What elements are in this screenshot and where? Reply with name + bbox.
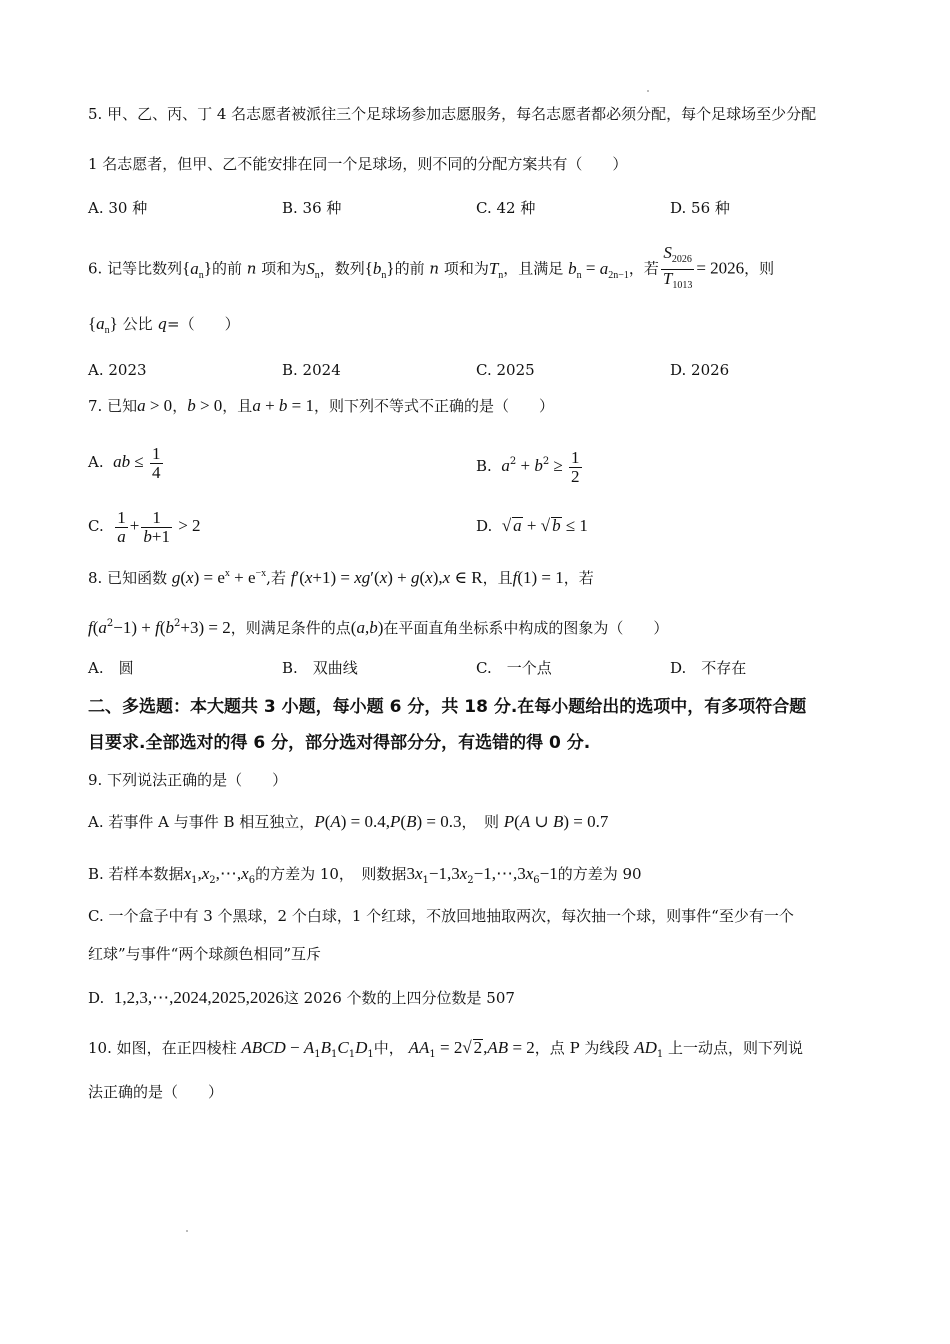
q9-option-c-line2: 红球”与事件“两个球颜色相同”互斥	[88, 945, 322, 963]
q6-option-b[interactable]: B. 2024	[282, 361, 341, 379]
q8-stem-line2: $f(a^2-1) + f(b^2+3) = 2$，则满足条件的点(a,b)在平面直角坐标系中构成的图象为（ ）	[88, 618, 669, 637]
q9-option-d[interactable]: D. 1,2,3,⋯,2024,2025,2026这 2026 个数的上四分位数是 507	[88, 988, 515, 1007]
q6-option-a[interactable]: A. 2023	[88, 361, 147, 379]
q8-stem-line1: 8. 已知函数 $g(x) = e^x + e^{-x}$,若 f′(x+1) = xg′(x) + g(x),x ∈ R，且f(1) = 1，若	[88, 568, 594, 587]
q5-stem-line2: 1 名志愿者，但甲、乙不能安排在同一个足球场，则不同的分配方案共有（ ）	[88, 155, 628, 173]
q6-fraction: $\frac{S_{2026}}{T_{1013}}$	[662, 243, 693, 291]
scan-dot	[647, 90, 649, 92]
q9-stem: 9. 下列说法正确的是（ ）	[88, 771, 288, 789]
q5-option-a[interactable]: A. 30 种	[88, 199, 148, 217]
q10-stem-line2: 法正确的是（ ）	[88, 1083, 224, 1101]
q6-stem-line2: $\{a_n\}$ 公比 q=（ ）	[88, 314, 240, 336]
q5-option-b[interactable]: B. 36 种	[282, 199, 342, 217]
q8-option-d[interactable]: D. 不存在	[670, 659, 747, 677]
section2-heading-line1: 二、多选题：本大题共 3 小题，每小题 6 分，共 18 分.在每小题给出的选项中，有多项符合题	[88, 697, 807, 717]
q7-option-b[interactable]: B. $a^2 + b^2$ ≥ $\frac{1}{2}$	[476, 447, 580, 486]
q9-option-c-line1[interactable]: C. 一个盒子中有 3 个黑球，2 个白球，1 个红球，不放回地抽取两次，每次抽一个球，则事件“至少有一个	[88, 907, 794, 925]
q10-stem-line1: 10. 如图，在正四棱柱 ABCD − $A_1B_1C_1D_1$中， $AA_1 = 2√$ 2,AB = 2，点 P 为线段 $AD_1$ 上一动点，则下列说	[88, 1038, 804, 1060]
q7-option-a[interactable]: A. ab ≤ $\frac{1}{4}$	[88, 443, 161, 482]
q5-option-c[interactable]: C. 42 种	[476, 199, 536, 217]
q8-option-c[interactable]: C. 一个点	[476, 659, 552, 677]
q9-option-b[interactable]: B. 若样本数据$x_1,x_2,\cdots,x_6$的方差为 10， 则数据$3x_1-1,3x_2-1,\cdots,3x_6-1$的方差为 90	[88, 864, 642, 886]
q8-option-a[interactable]: A. 圆	[88, 659, 134, 677]
q5-option-d[interactable]: D. 56 种	[670, 199, 730, 217]
q6-option-d[interactable]: D. 2026	[670, 361, 730, 379]
q6-stem-line1: 6. 记等比数列$\{a_n\}$的前 n 项和为$S_n$，数列$\{b_n\}$的前 n 项和为$T_n$，且满足 $b_n = a_{2n-1}$，若 $\frac{S_{2026}}{T_{1013}}$ = 2026，则	[88, 244, 774, 284]
q7-option-c[interactable]: C. $\frac{1}{a}$ + $\frac{1}{b+1}$ > 2	[88, 507, 201, 546]
q6-option-c[interactable]: C. 2025	[476, 361, 535, 379]
q9-option-a[interactable]: A. 若事件 A 与事件 B 相互独立，P(A) = 0.4,P(B) = 0.3， 则 P(A ∪ B) = 0.7	[88, 812, 609, 831]
q8-option-b[interactable]: B. 双曲线	[282, 659, 358, 677]
scan-dot	[186, 1230, 188, 1232]
q7-stem: 7. 已知a > 0，b > 0，且a + b = 1，则下列不等式不正确的是（ ）	[88, 396, 555, 415]
section2-heading-line2: 目要求.全部选对的得 6 分，部分选对得部分分，有选错的得 0 分.	[88, 733, 591, 753]
q7-option-d[interactable]: D. √ a + √ b ≤ 1	[476, 516, 588, 535]
q5-stem-line1: 5. 甲、乙、丙、丁 4 名志愿者被派往三个足球场参加志愿服务，每名志愿者都必须分配，每个足球场至少分配	[88, 105, 817, 123]
